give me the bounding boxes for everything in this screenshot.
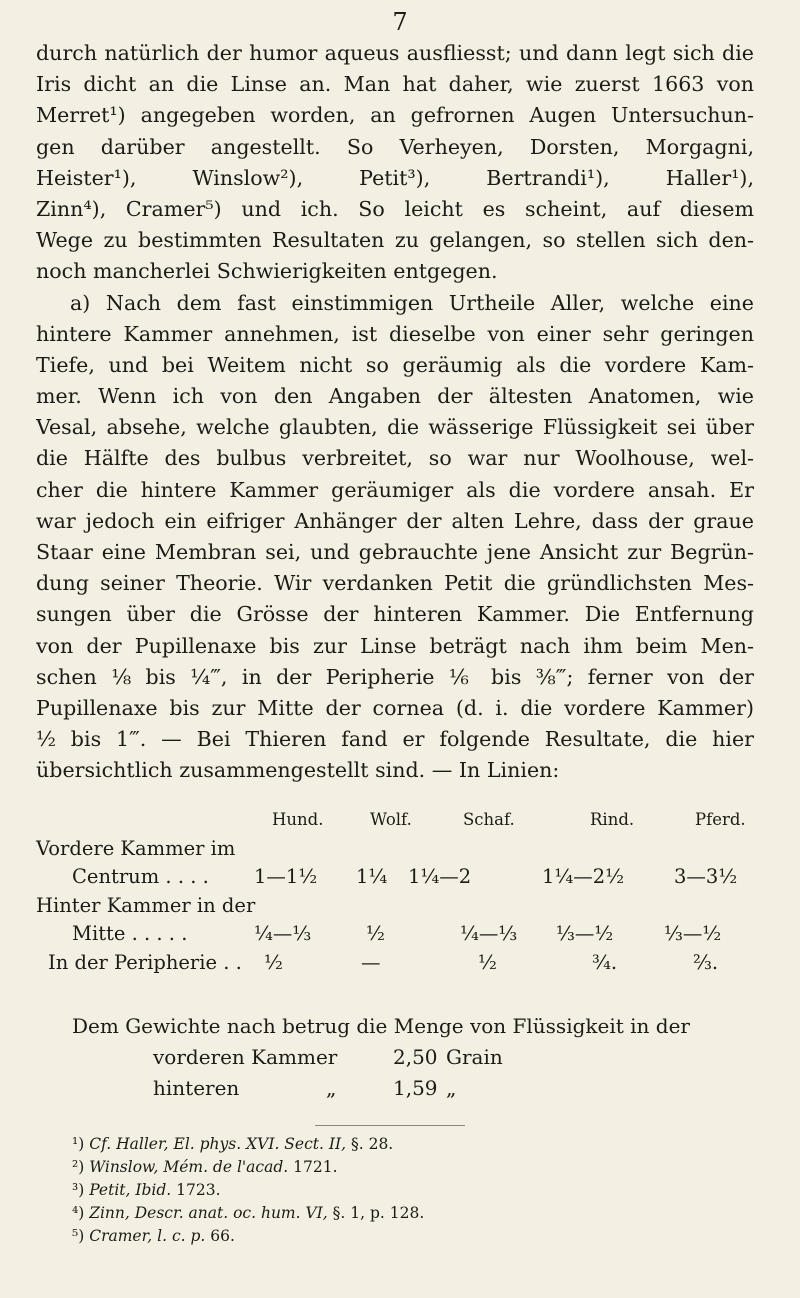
text-line: Heister¹), Winslow²), Petit³), Bertrandi¹), Haller¹), (36, 165, 754, 190)
measurement-table (36, 806, 766, 977)
table-cell: ⅓—½ (556, 922, 614, 945)
table-cell: ¾. (592, 950, 618, 974)
table-header-row (36, 806, 766, 835)
row-label: In der Peripherie . . (48, 950, 242, 974)
text-line: ½ bis 1‴. — Bei Thieren fand er folgende Resultate, die hier (36, 727, 754, 752)
row-label: Mitte . . . . . (72, 922, 188, 945)
text-line: noch mancherlei Schwierigkeiten entgegen. (36, 259, 498, 284)
table-cell: 1¼—2 (408, 865, 472, 888)
text-line: mer. Wenn ich von den Angaben der ältesten Anatomen, wie (36, 384, 754, 409)
footnote: ¹) Cf. Haller, El. phys. XVI. Sect. II, §. 28. (72, 1135, 394, 1153)
weight-label: vorderen Kammer (153, 1045, 338, 1069)
text-line: Tiefe, und bei Weitem nicht so geräumig als die vordere Kam- (36, 352, 754, 377)
text-line: durch natürlich der humor aqueus ausfliesst; und dann legt sich die (36, 41, 754, 65)
body-paragraph (36, 38, 754, 787)
table-cell: ⅓—½ (664, 922, 722, 945)
footnote: ⁴) Zinn, Descr. anat. oc. hum. VI, §. 1, p. 128. (72, 1204, 425, 1222)
text-line: Staar eine Membran sei, und gebrauchte jene Ansicht zur Begrün- (36, 540, 754, 564)
text-line: Pupillenaxe bis zur Mitte der cornea (d. i. die vordere Kammer) (36, 695, 754, 720)
text-line: Iris dicht an die Linse an. Man hat daher, wie zuerst 1663 von (36, 72, 754, 97)
text-line: war jedoch ein eifriger Anhänger der alten Lehre, dass der graue (36, 508, 754, 533)
ditto-mark: „ (326, 1076, 337, 1100)
table-row (36, 949, 766, 978)
text-line: cher die hintere Kammer geräumiger als die vordere ansah. Er (36, 477, 754, 502)
footnote: ⁵) Cramer, l. c. p. 66. (72, 1227, 235, 1245)
column-header: Pferd. (695, 810, 746, 829)
table-cell: ¼—⅓ (254, 922, 312, 945)
text-line: die Hälfte des bulbus verbreitet, so war nur Woolhouse, wel- (36, 446, 754, 471)
table-cell: ⅔. (693, 950, 719, 974)
footnote: ³) Petit, Ibid. 1723. (72, 1181, 221, 1199)
table-cell: 3—3½ (674, 865, 738, 888)
table-row (36, 863, 766, 892)
table-row (36, 920, 766, 949)
weight-intro: Dem Gewichte nach betrug die Menge von Flüssigkeit in der (72, 1014, 690, 1038)
text-line: Vesal, absehe, welche glaubten, die wässerige Flüssigkeit sei über (36, 415, 754, 440)
text-line: übersichtlich zusammengestellt sind. — In Linien: (36, 758, 560, 783)
table-row (36, 892, 766, 921)
text-line: von der Pupillenaxe bis zur Linse beträgt nach ihm beim Men- (36, 633, 754, 658)
text-line: sungen über die Grösse der hinteren Kammer. Die Entfernung (36, 602, 754, 627)
weight-value: 2,50 (393, 1045, 438, 1069)
text-line: hintere Kammer annehmen, ist dieselbe von einer sehr geringen (36, 321, 754, 346)
text-line: Zinn⁴), Cramer⁵) und ich. So leicht es scheint, auf diesem (36, 196, 754, 221)
table-cell: ½ (264, 950, 283, 974)
text-line: Merret¹) angegeben worden, an gefrornen Augen Untersuchun- (36, 103, 754, 128)
weight-unit: „ (446, 1076, 457, 1100)
weight-summary (36, 1011, 766, 1104)
weight-row (36, 1042, 766, 1073)
weight-row (36, 1073, 766, 1104)
column-header: Rind. (590, 810, 635, 829)
text-line: schen ⅛ bis ¼‴, in der Peripherie ⅙ bis ⅜‴; ferner von der (36, 664, 754, 689)
footnotes (72, 1133, 712, 1248)
weight-label: hinteren (153, 1076, 240, 1100)
table-cell: ½ (366, 922, 385, 945)
table-cell: 1¼ (356, 865, 388, 888)
text-line: a) Nach dem fast einstimmigen Urtheile Aller, welche eine (70, 290, 754, 315)
table-cell: ½ (478, 950, 497, 974)
table-cell: 1—1½ (254, 865, 318, 888)
table-cell: — (361, 950, 381, 974)
table-cell: ¼—⅓ (460, 922, 518, 945)
weight-value: 1,59 (393, 1076, 438, 1100)
table-row (36, 835, 766, 864)
row-label: Centrum . . . . (72, 865, 209, 888)
text-line: gen darüber angestellt. So Verheyen, Dorsten, Morgagni, (36, 134, 754, 159)
page-number: 7 (392, 8, 408, 36)
column-header: Hund. (272, 810, 324, 829)
column-header: Wolf. (370, 810, 412, 829)
text-line: dung seiner Theorie. Wir verdanken Petit die gründlichsten Mes- (36, 571, 754, 596)
row-label: Hinter Kammer in der (36, 893, 256, 917)
weight-unit: Grain (446, 1045, 503, 1069)
row-label: Vordere Kammer im (36, 836, 236, 860)
footnote: ²) Winslow, Mém. de l'acad. 1721. (72, 1158, 338, 1176)
text-line: Wege zu bestimmten Resultaten zu gelangen, so stellen sich den- (36, 228, 754, 253)
footnote-divider (315, 1125, 465, 1126)
column-header: Schaf. (463, 810, 515, 829)
table-cell: 1¼—2½ (542, 865, 625, 888)
